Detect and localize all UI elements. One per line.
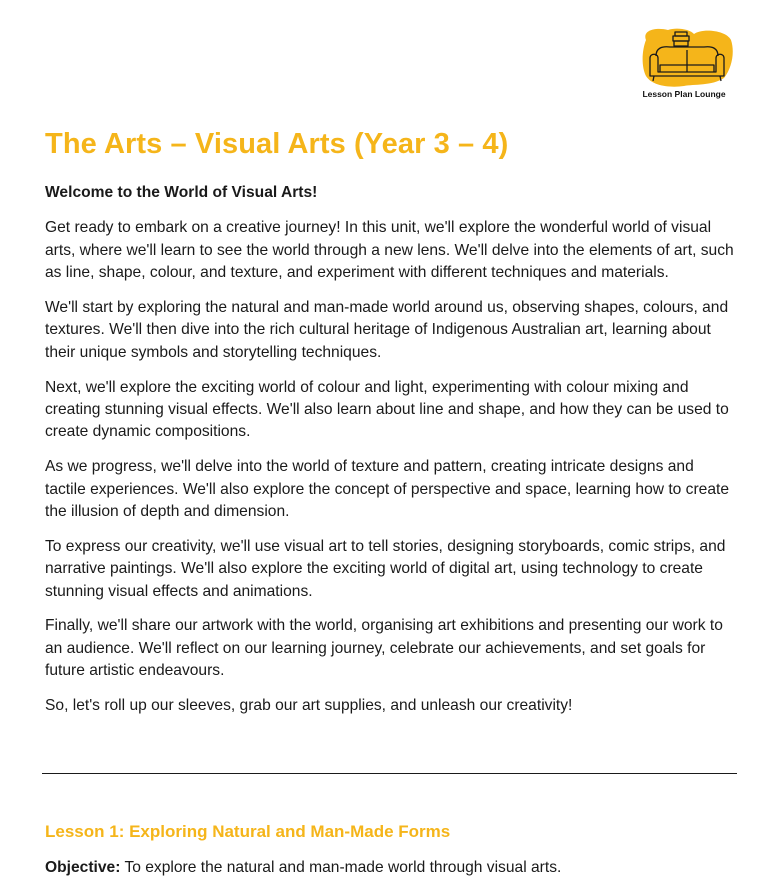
sofa-logo-icon bbox=[638, 28, 734, 90]
lesson-heading: Lesson 1: Exploring Natural and Man-Made Forms bbox=[45, 822, 451, 841]
intro-paragraph: To express our creativity, we'll use visual art to tell stories, designing storyboards, comic strips, and narrative paintings. We'll also explore the exciting world of digital art, using technology to create stunning visual effects and animations. bbox=[45, 537, 726, 600]
intro-paragraph: Finally, we'll share our artwork with the world, organising art exhibitions and presenting our work to an audience. We'll reflect on our learning journey, celebrate our achievements, and set goals for future artistic endeavours. bbox=[45, 617, 723, 680]
section-divider bbox=[42, 773, 737, 774]
page-title: The Arts – Visual Arts (Year 3 – 4) bbox=[45, 128, 509, 160]
logo bbox=[638, 28, 734, 100]
intro-paragraph: So, let's roll up our sleeves, grab our art supplies, and unleash our creativity! bbox=[45, 697, 573, 715]
intro-paragraph: As we progress, we'll delve into the world of texture and pattern, creating intricate designs and tactile experiences. We'll also explore the concept of perspective and space, learning how to create the illusion of depth and dimension. bbox=[45, 458, 730, 521]
intro-paragraph: Next, we'll explore the exciting world of colour and light, experimenting with colour mixing and creating stunning visual effects. We'll also learn about line and shape, and how they can be used to create dynamic compositions. bbox=[45, 378, 729, 441]
welcome-heading: Welcome to the World of Visual Arts! bbox=[45, 184, 318, 201]
objective-text: To explore the natural and man-made world through visual arts. bbox=[120, 859, 562, 876]
intro-paragraph: Get ready to embark on a creative journey! In this unit, we'll explore the wonderful world of visual arts, where we'll learn to see the world through a new lens. We'll delve into the elements of art, such as line, shape, colour, and texture, and experiment with different techniques and materials. bbox=[45, 219, 734, 282]
objective-label: Objective: bbox=[45, 859, 121, 876]
intro-section bbox=[45, 182, 737, 730]
lesson-objective bbox=[45, 857, 561, 879]
intro-paragraph: We'll start by exploring the natural and man-made world around us, observing shapes, colours, and textures. We'll then dive into the rich cultural heritage of Indigenous Australian art, learning about their unique symbols and storytelling techniques. bbox=[45, 299, 729, 361]
logo-name: Lesson Plan Lounge bbox=[642, 89, 726, 99]
